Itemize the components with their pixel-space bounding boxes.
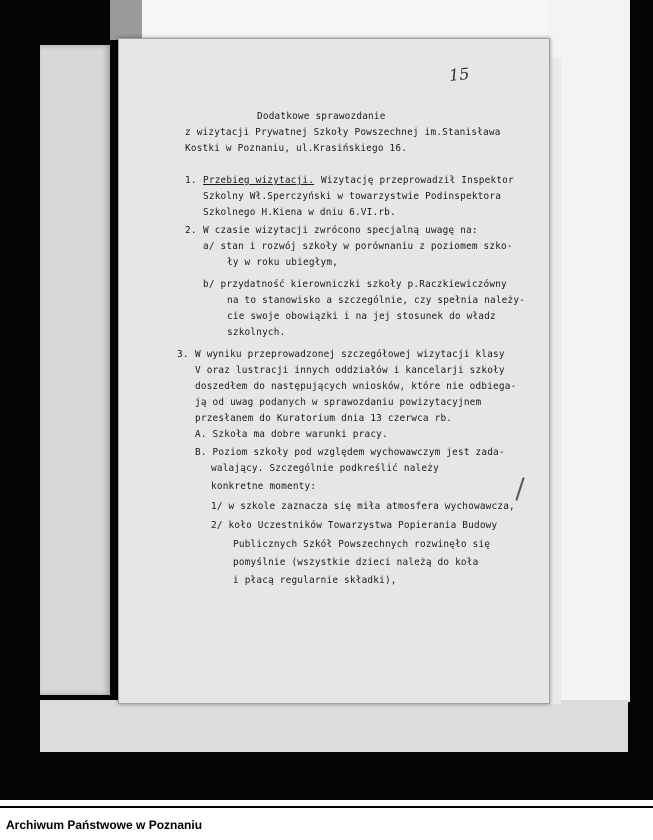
margin-pencil-mark bbox=[515, 477, 524, 500]
footer-bar bbox=[0, 800, 653, 840]
section3-line-3: doszedłem do następujących wniosków, które nie odbiega- bbox=[195, 381, 517, 392]
footer-divider bbox=[0, 806, 653, 808]
section3-line-4: ją od uwag podanych w sprawozdaniu powizytacyjnem bbox=[195, 397, 482, 408]
intro-line-2: Kostki w Poznaniu, ul.Krasińskiego 16. bbox=[185, 143, 408, 154]
section3-number: 3. bbox=[177, 349, 189, 360]
moment-2-line-4: i płacą regularnie składki), bbox=[233, 575, 397, 586]
top-paper-strip bbox=[110, 0, 550, 40]
point-b-line-1: B. Poziom szkoły pod względem wychowawczym jest zada- bbox=[195, 447, 505, 458]
section2-lead: W czasie wizytacji zwrócono specjalną uwagę na: bbox=[203, 225, 478, 236]
section2-item-b-line-3: cie swoje obowiązki i na jej stosunek do władz bbox=[227, 311, 496, 322]
intro-line-1: z wizytacji Prywatnej Szkoły Powszechnej im.Stanisława bbox=[185, 127, 501, 138]
moment-2-line-3: pomyślnie (wszystkie dzieci należą do koła bbox=[233, 557, 479, 568]
binder-clip bbox=[110, 0, 142, 40]
page-number: 15 bbox=[448, 63, 471, 86]
point-b-line-3: konkretne momenty: bbox=[211, 481, 317, 492]
section2-item-a-line-2: ły w roku ubiegłym, bbox=[227, 257, 339, 268]
archive-name: Archiwum Państwowe w Poznaniu bbox=[6, 818, 203, 832]
section3-line-2: V oraz lustracji innych oddziałów i kancelarji szkoły bbox=[195, 365, 505, 376]
section2-item-b-line-2: na to stanowisko a szczególnie, czy spełnia należy- bbox=[227, 295, 526, 306]
section3-line-1: W wyniku przeprowadzonej szczegółowej wizytacji klasy bbox=[195, 349, 505, 360]
section1-line-2: Szkolny Wł.Sperczyński w towarzystwie Podinspektora bbox=[203, 191, 502, 202]
section1-line-1: Wizytację przeprowadził Inspektor bbox=[321, 175, 514, 186]
section1-number: 1. bbox=[185, 175, 197, 186]
section2-item-a-line-1: a/ stan i rozwój szkoły w porównaniu z poziomem szko- bbox=[203, 241, 513, 252]
document-page bbox=[118, 38, 550, 704]
moment-1: 1/ w szkole zaznacza się miła atmosfera wychowawcza, bbox=[211, 501, 515, 512]
section1-heading: Przebieg wizytacji. bbox=[203, 175, 315, 186]
section3-line-5: przesłanem do Kuratorium dnia 13 czerwca rb. bbox=[195, 413, 453, 424]
left-binding-sheet bbox=[40, 45, 110, 695]
section2-number: 2. bbox=[185, 225, 197, 236]
bottom-paper-strip bbox=[40, 700, 628, 752]
section2-item-b-line-1: b/ przydatność kierowniczki szkoły p.Raczkiewiczówny bbox=[203, 279, 507, 290]
moment-2-line-2: Publicznych Szkół Powszechnych rozwinęło się bbox=[233, 539, 491, 550]
point-b-line-2: walający. Szczególnie podkreślić należy bbox=[211, 463, 439, 474]
section1-line-3: Szkolnego H.Kiena w dniu 6.VI.rb. bbox=[203, 207, 396, 218]
moment-2-line-1: 2/ koło Uczestników Towarzystwa Popierania Budowy bbox=[211, 520, 498, 531]
document-title: Dodatkowe sprawozdanie bbox=[257, 111, 386, 122]
section2-item-b-line-4: szkolnych. bbox=[227, 327, 286, 338]
point-a: A. Szkoła ma dobre warunki pracy. bbox=[195, 429, 388, 440]
